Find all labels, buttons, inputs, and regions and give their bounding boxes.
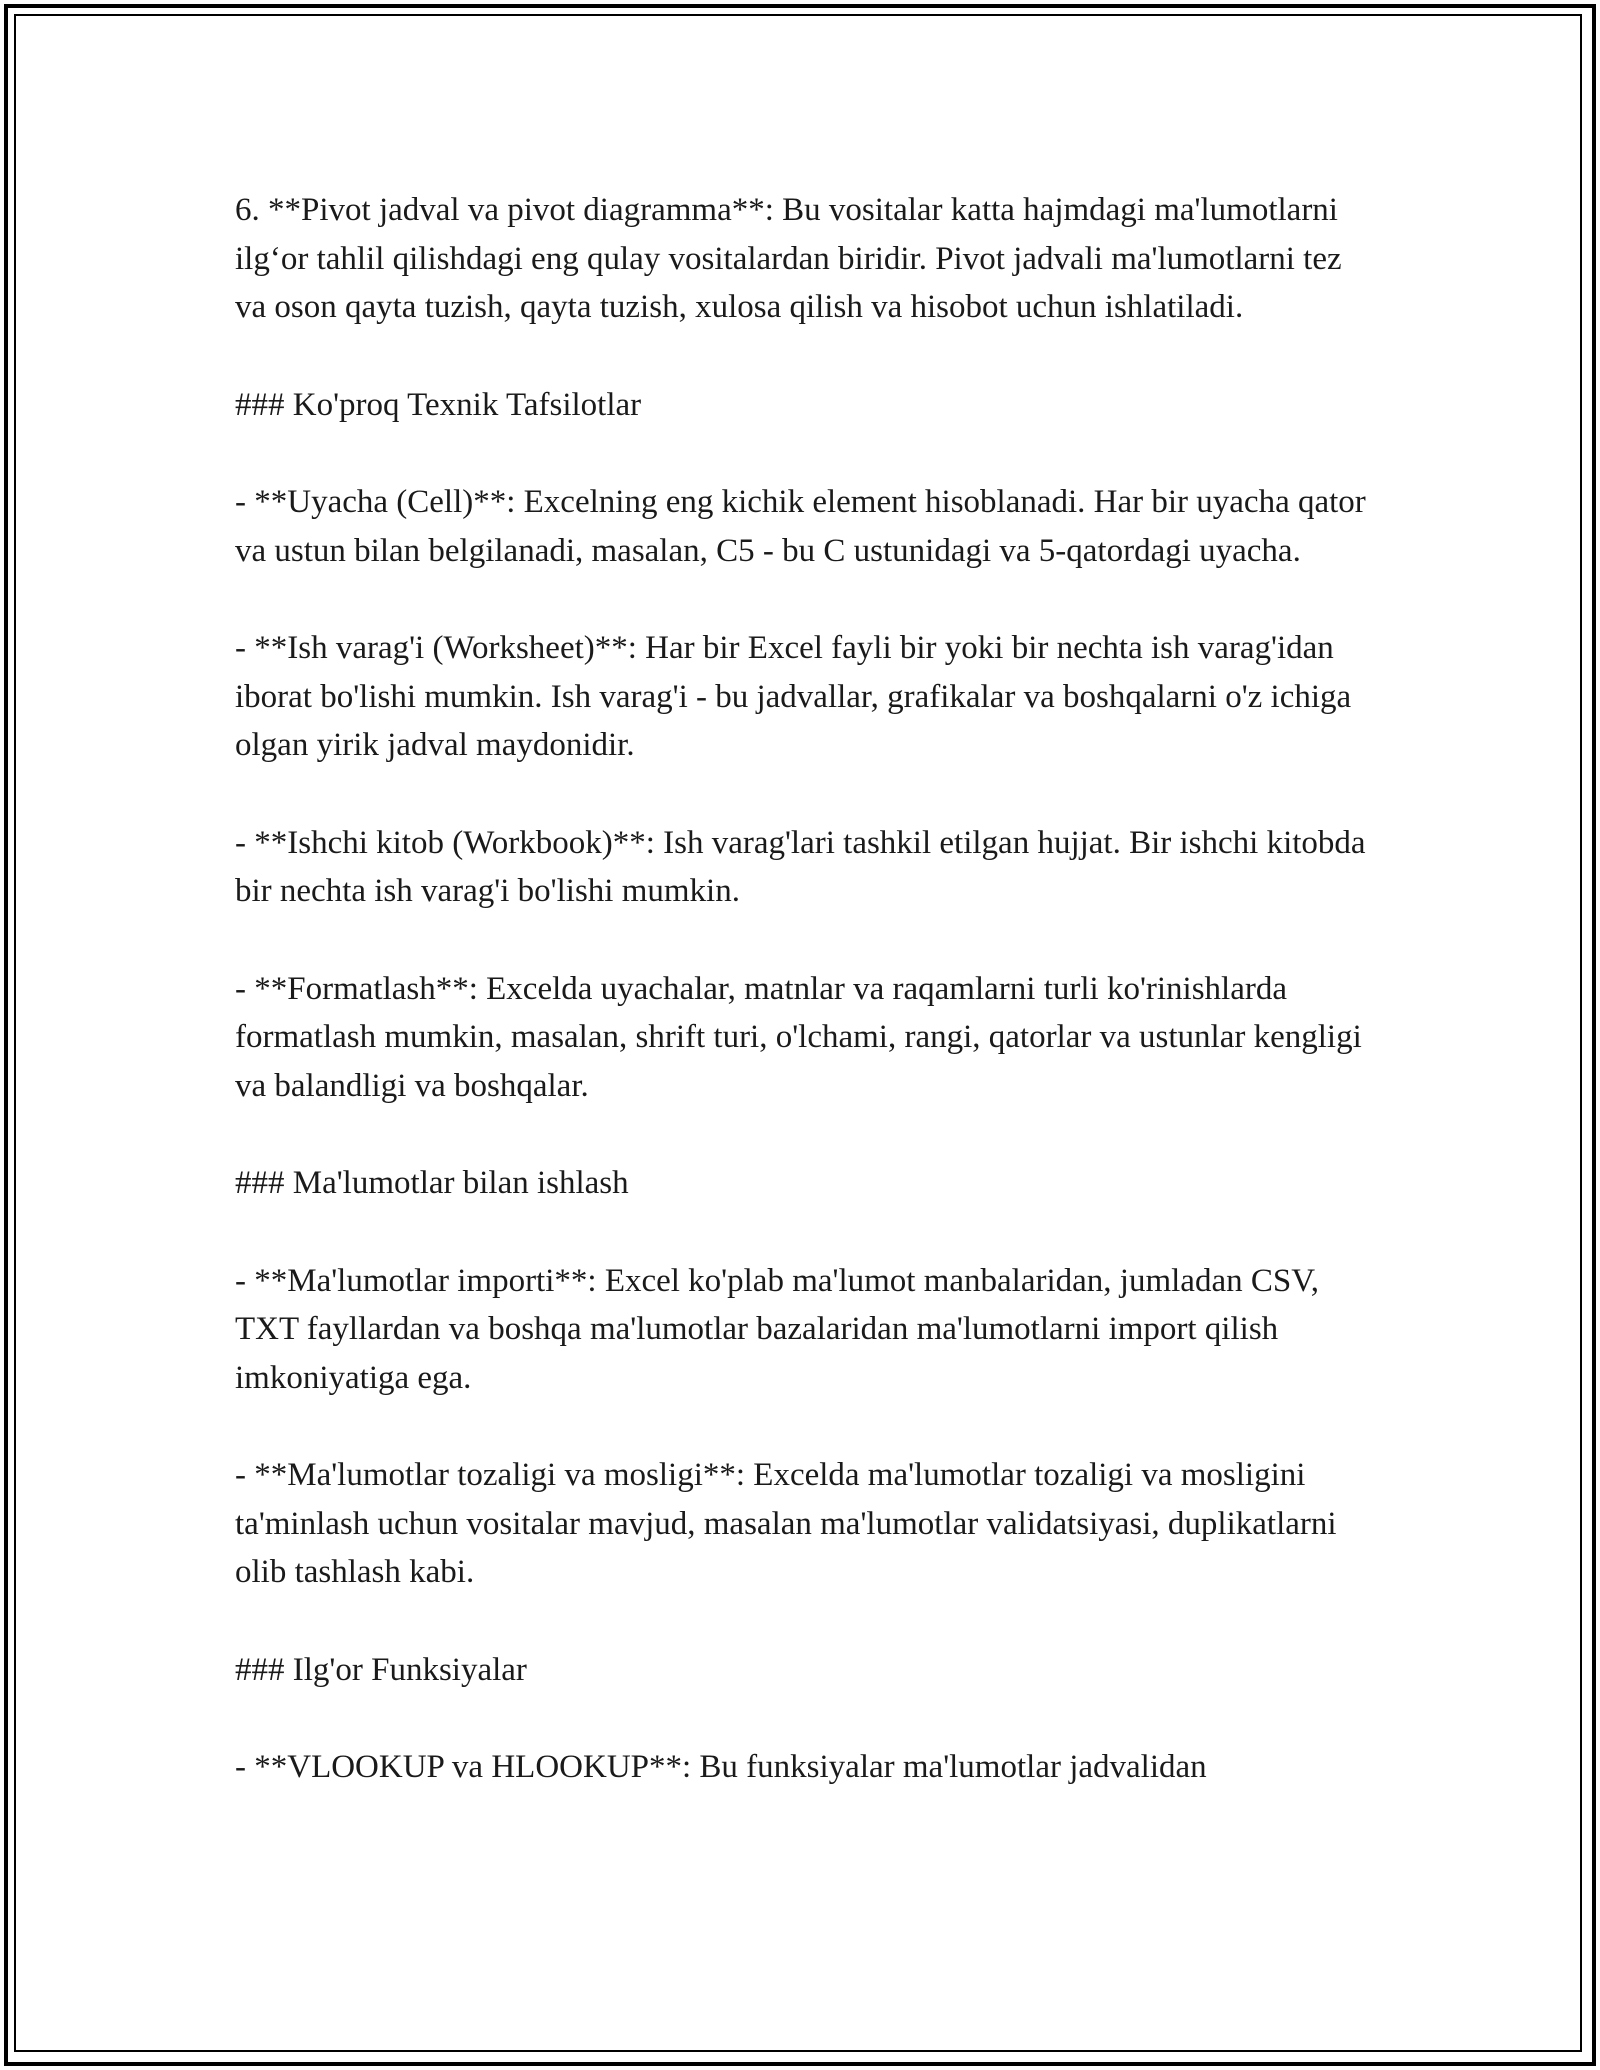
paragraph-pivot-table: 6. **Pivot jadval va pivot diagramma**: Bu vositalar katta hajmdagi ma'lumotlarni ilg‘or tahlil qilishdagi eng qulay vositalardan biridir. Pivot jadvali ma'lumotlarni tez va oson qayta tuzish, qayta tuzish, xulosa qilish va hisobot uchun ishlatiladi. xyxy=(235,192,1342,325)
paragraph-workbook: - **Ishchi kitob (Workbook)**: Ish varag'lari tashkil etilgan hujjat. Bir ishchi kitobda bir nechta ish varag'i bo'lishi mumkin. xyxy=(235,824,1366,909)
document-body xyxy=(235,186,1375,1792)
paragraph-data-import: - **Ma'lumotlar importi**: Excel ko'plab ma'lumot manbalaridan, jumladan CSV, TXT fayllardan va boshqa ma'lumotlar bazalaridan ma'lumotlarni import qilish imkoniyatiga ega. xyxy=(235,1262,1320,1396)
paragraph-data-cleaning: - **Ma'lumotlar tozaligi va mosligi**: Excelda ma'lumotlar tozaligi va mosligini ta'minlash uchun vositalar mavjud, masalan ma'lumotlar validatsiyasi, duplikatlarni olib tashlash kabi. xyxy=(235,1457,1337,1590)
paragraph-cell: - **Uyacha (Cell)**: Excelning eng kichik element hisoblanadi. Har bir uyacha qator va ustun bilan belgilanadi, masalan, C5 - bu C ustunidagi va 5-qatordagi uyacha. xyxy=(235,484,1366,569)
paragraph-formatting: - **Formatlash**: Excelda uyachalar, matnlar va raqamlarni turli ko'rinishlarda formatlash mumkin, masalan, shrift turi, o'lchami, rangi, qatorlar va ustunlar kengligi va balandligi va boshqalar. xyxy=(235,970,1362,1104)
heading-advanced-functions: ### Ilg'or Funksiyalar xyxy=(235,1651,527,1688)
heading-technical-details: ### Ko'proq Texnik Tafsilotlar xyxy=(235,386,642,423)
paragraph-vlookup: - **VLOOKUP va HLOOKUP**: Bu funksiyalar ma'lumotlar jadvalidan xyxy=(235,1749,1207,1785)
paragraph-worksheet: - **Ish varag'i (Worksheet)**: Har bir Excel fayli bir yoki bir nechta ish varag'idan iborat bo'lishi mumkin. Ish varag'i - bu jadvallar, grafikalar va boshqalarni o'z ichiga olgan yirik jadval maydonidir. xyxy=(235,630,1352,763)
heading-working-with-data: ### Ma'lumotlar bilan ishlash xyxy=(235,1165,629,1201)
